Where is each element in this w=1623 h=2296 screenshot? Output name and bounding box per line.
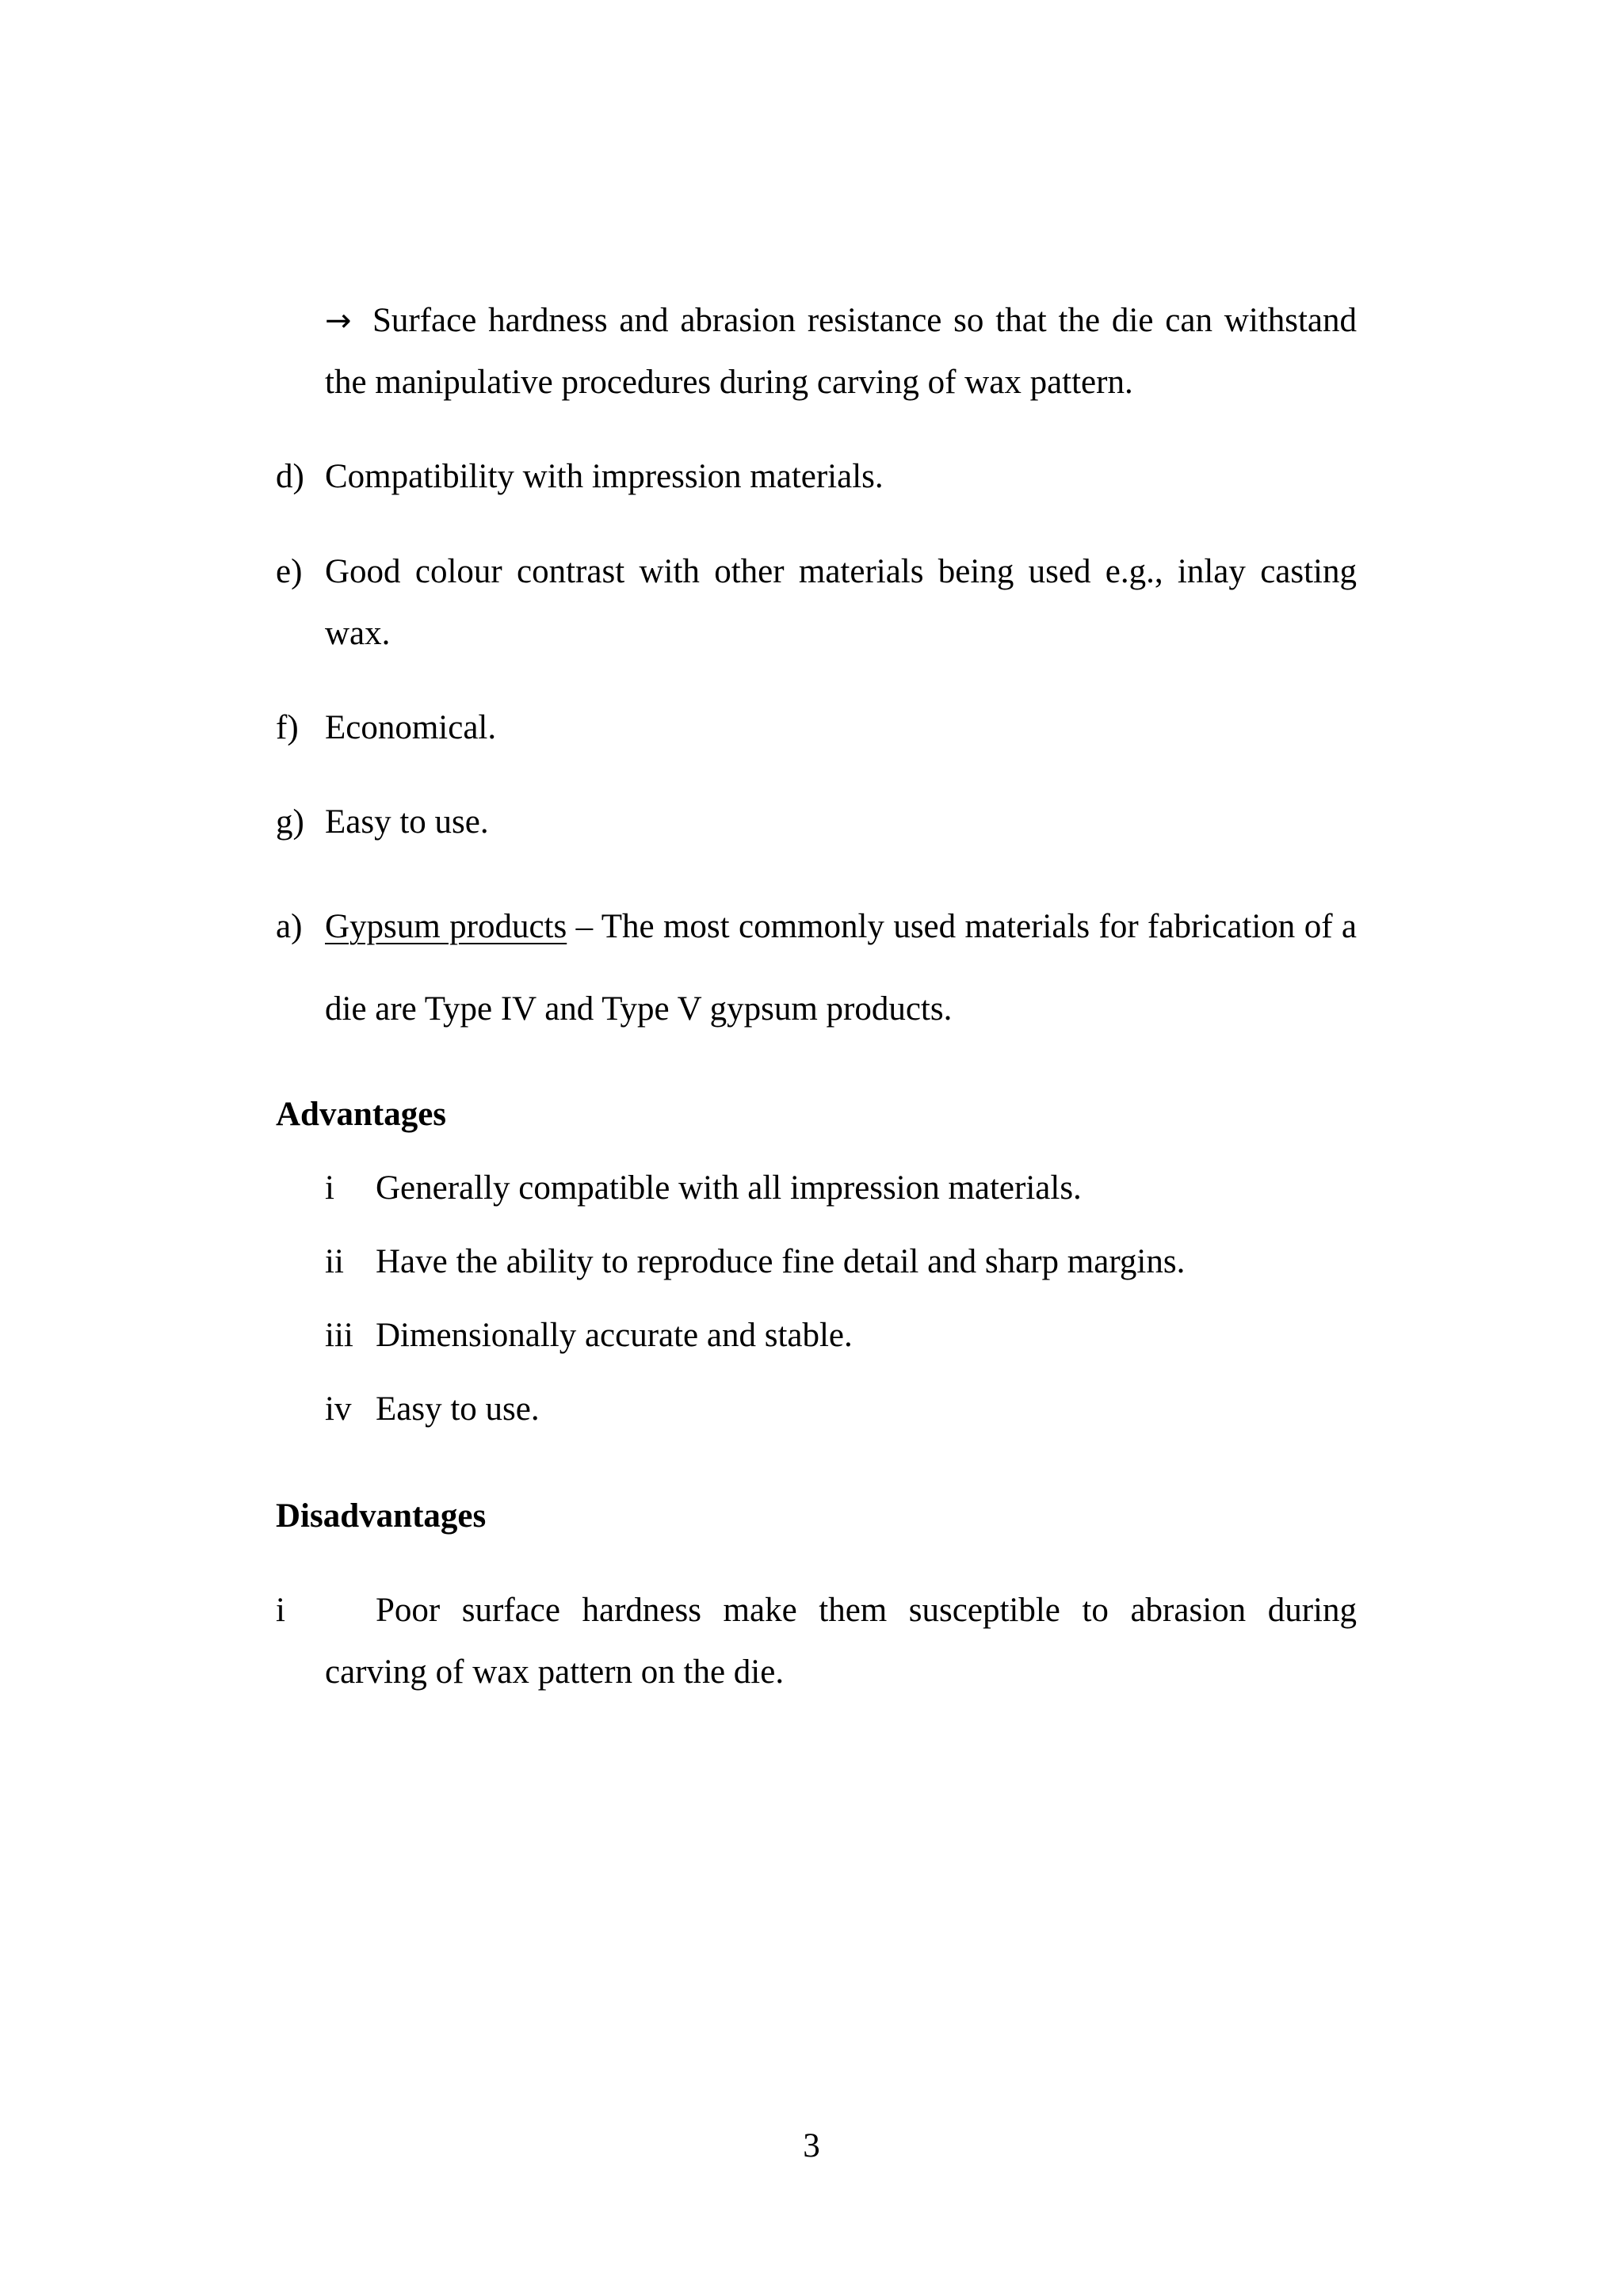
gypsum-term: Gypsum products (325, 908, 567, 945)
disadvantages-heading: Disadvantages (276, 1497, 487, 1535)
advantages-heading: Advantages (276, 1096, 447, 1133)
list-item-text: Compatibility with impression materials. (325, 458, 884, 495)
list-item (276, 1580, 1357, 1703)
list-item (325, 1158, 1357, 1219)
list-marker: f) (276, 709, 299, 746)
list-item (276, 446, 1357, 508)
gypsum-description: – The most commonly used materials for fabrication of a die are Type IV and Type V gypsum products. (325, 908, 1357, 1028)
list-item (325, 1379, 1357, 1440)
right-arrow-icon: → (325, 303, 352, 339)
list-item-text (325, 886, 1357, 1051)
arrow-item-text: Surface hardness and abrasion resistance so that the die can withstand the manipulative procedures during carving of wax pattern. (325, 302, 1357, 401)
list-item-gypsum (276, 886, 1357, 1051)
list-marker: d) (276, 458, 304, 495)
list-marker: g) (276, 803, 304, 841)
list-item (276, 697, 1357, 759)
list-marker: ii (325, 1243, 344, 1280)
list-item-text: Easy to use. (325, 803, 489, 841)
arrow-bullet-paragraph (325, 290, 1357, 414)
list-item-text: Have the ability to reproduce fine detail and sharp margins. (376, 1243, 1186, 1280)
list-item-text: Dimensionally accurate and stable. (376, 1317, 853, 1354)
list-marker: iv (325, 1390, 352, 1428)
list-item-text: Easy to use. (376, 1390, 540, 1428)
list-marker: i (325, 1169, 334, 1207)
list-item (276, 541, 1357, 665)
list-item-text: Good colour contrast with other materials being used e.g., inlay casting wax. (325, 553, 1357, 652)
list-item (325, 1305, 1357, 1367)
page-number: 3 (803, 2127, 820, 2164)
list-item-text: Economical. (325, 709, 497, 746)
list-item-text: Generally compatible with all impression materials. (376, 1169, 1082, 1207)
list-item (325, 1231, 1357, 1293)
list-marker: a) (276, 908, 303, 945)
list-marker: iii (325, 1317, 353, 1354)
list-marker: e) (276, 553, 303, 590)
list-item (276, 791, 1357, 853)
list-marker: i (276, 1592, 285, 1629)
list-item-text: Poor surface hardness make them susceptible to abrasion during carving of wax pattern on the die. (325, 1592, 1357, 1691)
